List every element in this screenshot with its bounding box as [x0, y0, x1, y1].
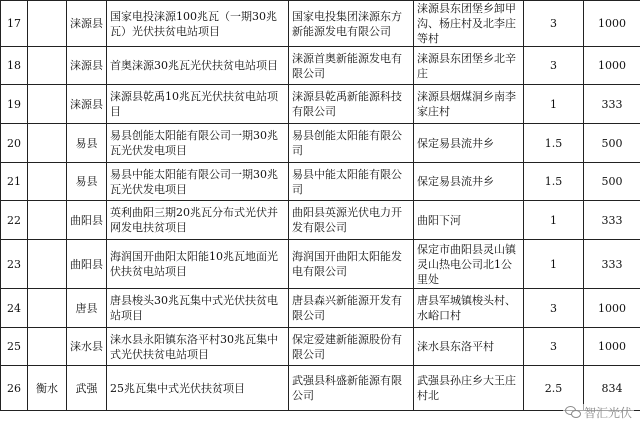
table-row: [1, 85, 640, 124]
city-cell: [28, 163, 67, 201]
watermark: [563, 404, 634, 421]
households: 333: [584, 85, 640, 124]
location: 曲阳下河: [414, 201, 524, 240]
row-number: 25: [1, 328, 28, 366]
table-row: [1, 201, 640, 240]
location: 涞源县东团堡乡北辛庄: [414, 47, 524, 85]
row-number: 17: [1, 1, 28, 47]
location: 保定市曲阳县灵山镇灵山热电公司北1公里处: [414, 240, 524, 289]
table-row: [1, 366, 640, 411]
households: 333: [584, 201, 640, 240]
row-number: 23: [1, 240, 28, 289]
county-cell: 涞源县: [67, 85, 107, 124]
project-name: 涞源县乾禹10兆瓦光伏扶贫电站项目: [107, 85, 289, 124]
project-name: 唐县梭头30兆瓦集中式光伏扶贫电站项目: [107, 289, 289, 328]
county-cell: 武强: [67, 366, 107, 411]
households: 834: [584, 366, 640, 411]
project-name: 英利曲阳三期20兆瓦分布式光伏并网发电扶贫项目: [107, 201, 289, 240]
city-cell: [28, 201, 67, 240]
households: 500: [584, 163, 640, 201]
wechat-icon: [565, 406, 581, 419]
project-name: 易县创能太阳能有限公司一期30兆瓦光伏发电项目: [107, 124, 289, 163]
scale: 1: [524, 201, 584, 240]
company-name: 海润国开曲阳太阳能发电有限公司: [289, 240, 414, 289]
table-row: [1, 163, 640, 201]
table-row: [1, 47, 640, 85]
location: 唐县军城镇梭头村、水峪口村: [414, 289, 524, 328]
project-name: 25兆瓦集中式光伏扶贫项目: [107, 366, 289, 411]
company-name: 保定爱建新能源股份有限公司: [289, 328, 414, 366]
location: 涞源县东团堡乡卸甲沟、杨庄村及北李庄等村: [414, 1, 524, 47]
row-number: 18: [1, 47, 28, 85]
row-number: 21: [1, 163, 28, 201]
table-row: [1, 240, 640, 289]
city-cell: [28, 289, 67, 328]
row-number: 26: [1, 366, 28, 411]
row-number: 20: [1, 124, 28, 163]
row-number: 22: [1, 201, 28, 240]
city-cell: [28, 85, 67, 124]
scale: 1: [524, 240, 584, 289]
city-cell: [28, 328, 67, 366]
households: 500: [584, 124, 640, 163]
company-name: 武强县科盛新能源有限公司: [289, 366, 414, 411]
city-cell: [28, 1, 67, 47]
location: 涞源县烟煤洞乡南李家庄村: [414, 85, 524, 124]
company-name: 涞源首奥新能源发电有限公司: [289, 47, 414, 85]
location: 涞水县东洛平村: [414, 328, 524, 366]
scale: 3: [524, 47, 584, 85]
company-name: 易县中能太阳能有限公司: [289, 163, 414, 201]
location: 保定易县流井乡: [414, 163, 524, 201]
households: 1000: [584, 47, 640, 85]
scale: 1.5: [524, 163, 584, 201]
scale: 3: [524, 1, 584, 47]
county-cell: 涞源县: [67, 47, 107, 85]
project-name: 首奥涞源30兆瓦光伏扶贫电站项目: [107, 47, 289, 85]
households: 333: [584, 240, 640, 289]
scale: 3: [524, 328, 584, 366]
households: 1000: [584, 1, 640, 47]
scale: 3: [524, 289, 584, 328]
company-name: 国家电投集团涞源东方新能源发电有限公司: [289, 1, 414, 47]
city-cell: [28, 124, 67, 163]
county-cell: 唐县: [67, 289, 107, 328]
city-cell: 衡水: [28, 366, 67, 411]
watermark-text: 智汇光伏: [583, 406, 632, 420]
table-row: [1, 289, 640, 328]
households: 1000: [584, 328, 640, 366]
company-name: 涞源县乾禹新能源科技有限公司: [289, 85, 414, 124]
project-name: 国家电投涞源100兆瓦（一期30兆瓦）光伏扶贫电站项目: [107, 1, 289, 47]
county-cell: 易县: [67, 124, 107, 163]
table-row: [1, 328, 640, 366]
table-row: [1, 124, 640, 163]
location: 保定易县流井乡: [414, 124, 524, 163]
county-cell: 易县: [67, 163, 107, 201]
county-cell: 涞水县: [67, 328, 107, 366]
row-number: 19: [1, 85, 28, 124]
location: 武强县孙庄乡大王庄村北: [414, 366, 524, 411]
company-name: 唐县森兴新能源开发有限公司: [289, 289, 414, 328]
county-cell: 涞源县: [67, 1, 107, 47]
company-name: 易县创能太阳能有限公司: [289, 124, 414, 163]
project-name: 易县中能太阳能有限公司一期30兆瓦光伏发电项目: [107, 163, 289, 201]
county-cell: 曲阳县: [67, 201, 107, 240]
table-row: [1, 1, 640, 47]
project-name: 海润国开曲阳太阳能10兆瓦地面光伏扶贫电站项目: [107, 240, 289, 289]
row-number: 24: [1, 289, 28, 328]
scale: 2.5: [524, 366, 584, 411]
city-cell: [28, 240, 67, 289]
county-cell: 曲阳县: [67, 240, 107, 289]
households: 1000: [584, 289, 640, 328]
company-name: 曲阳县英源光伏电力开发有限公司: [289, 201, 414, 240]
city-cell: [28, 47, 67, 85]
project-name: 涞水县永阳镇东洛平村30兆瓦集中式光伏扶贫电站项目: [107, 328, 289, 366]
scale: 1.5: [524, 124, 584, 163]
scale: 1: [524, 85, 584, 124]
